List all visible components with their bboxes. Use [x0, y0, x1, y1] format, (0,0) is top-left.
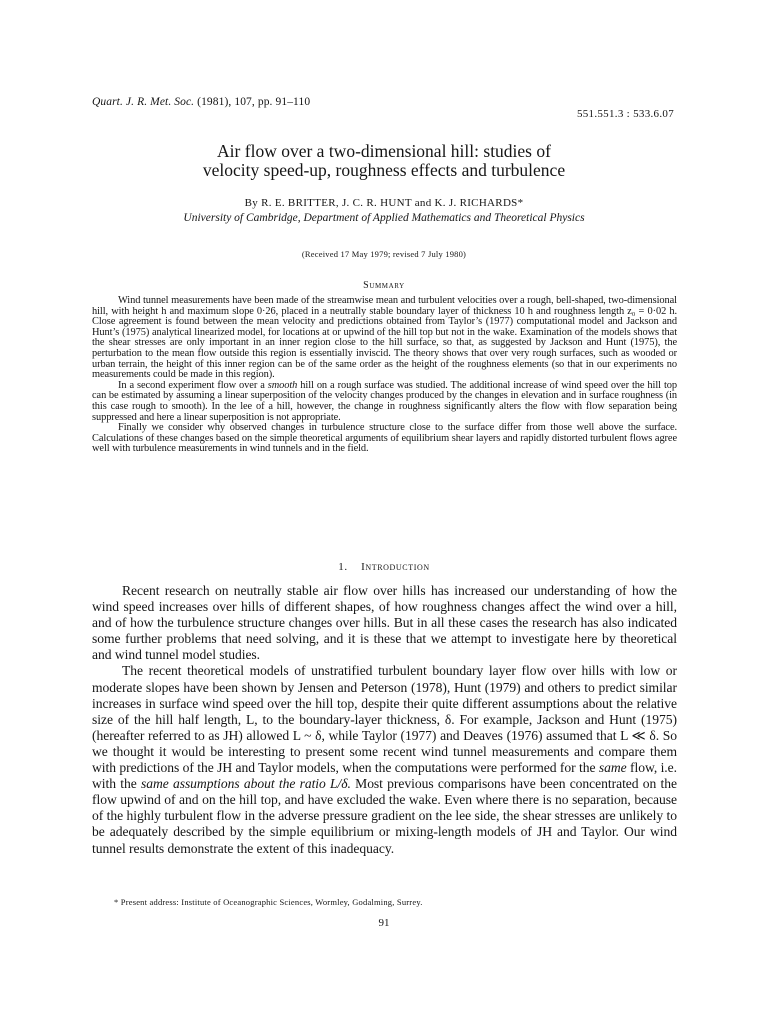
summary-paragraph-1: Wind tunnel measurements have been made of the streamwise mean and turbulent velocities over a rough, bell-shaped, two-dimensional hill, with height h and maximum slope 0·26, placed in a neutrally stable boundary layer of thickness 10 h and roughness length z₀ = 0·02 h. Close agreement is found between the mean velocity and predictions obtained from Taylor’s (1977) computational model and Jackson and Hunt’s (1975) analytical linearized model, for locations at or upwind of the hill top but not in the wake. Examination of the models shows that the shear stresses are only important in an inner region close to the hill surface, so that, as suggested by Jackson and Hunt (1975), the perturbation to the mean flow outside this region is essentially inviscid. The theory shows that over very rough surfaces, such as wooded or urban terrain, the height of this inner region can be of the same order as the height of the roughness elements (so that in our experiments no measurements could be made in this region). — [92, 295, 677, 381]
summary-abstract — [92, 296, 677, 455]
summary-paragraph-3: Finally we consider why observed changes in turbulence structure close to the surface differ from those well above the surface. Calculations of these changes based on the simple theoretical arguments of equilibrium shear layers and rapidly distorted turbulent flows agree well with turbulence measurements in wind tunnels and in the field. — [92, 422, 677, 455]
article-title — [92, 142, 676, 180]
summary-p2-text-a: In a second experiment flow over a — [118, 379, 268, 391]
intro-paragraph-2 — [92, 663, 677, 856]
author-footnote: * Present address: Institute of Oceanographic Sciences, Wormley, Godalming, Surrey. — [114, 897, 423, 907]
title-line-1: Air flow over a two-dimensional hill: studies of — [217, 141, 551, 161]
section-title: Introduction — [361, 561, 430, 573]
summary-heading: Summary — [363, 280, 405, 291]
intro-paragraph-1: Recent research on neutrally stable air flow over hills has increased our understanding of how the wind speed increases over hills of different shapes, of how roughness changes affect the wind over a hill, and of how the turbulence structure changes over hills. But in all these cases the research has also indicated some further problems that need solving, and it is these that we attempt to investigate here by theoretical and wind tunnel model studies. — [92, 583, 677, 663]
udc-classification: 551.551.3 : 533.6.07 — [576, 108, 674, 120]
intro-p2-emphasis-1: same — [598, 760, 627, 776]
intro-p2-text-b: flow, i.e. with the — [92, 760, 677, 792]
journal-reference — [92, 96, 310, 108]
received-dates: (Received 17 May 1979; revised 7 July 1980) — [301, 249, 467, 259]
title-line-2: velocity speed-up, roughness effects and turbulence — [202, 160, 566, 180]
introduction-body — [92, 583, 677, 857]
author-affiliation: University of Cambridge, Department of Applied Mathematics and Theoretical Physics — [183, 212, 585, 224]
intro-p2-text-a: The recent theoretical models of unstratified turbulent boundary layer flow over hills with low or moderate slopes have been shown by Jensen and Peterson (1978), Hunt (1979) and others to predict similar increases in surface wind speed over the hill top, despite their quite different assumptions about the relative size of the hill half length, L, to the boundary-layer thickness, δ. For example, Jackson and Hunt (1975) (hereafter referred to as JH) allowed L ~ δ, while Taylor (1977) and Deaves (1976) assumed that L ≪ δ. So we thought it would be interesting to present some recent wind tunnel measurements and compare them with predictions of the JH and Taylor models, when the computations were performed for the — [92, 663, 677, 776]
article-authors: By R. E. BRITTER, J. C. R. HUNT and K. J. RICHARDS* — [244, 197, 524, 209]
page-number: 91 — [378, 917, 390, 929]
intro-p2-text-c: Most previous comparisons have been concentrated on the flow upwind of and on the hill top, and have excluded the wake. Even where there is no separation, because of the highly turbulent flow in the adverse pressure gradient on the lee side, the shear stresses are unlikely to be adequately described by the simple equilibrium or mixing-length models of JH and Taylor. Our wind tunnel results demonstrate the extent of this inadequacy. — [92, 776, 678, 856]
summary-p2-emphasis: smooth — [267, 379, 298, 391]
section-heading-introduction — [92, 561, 676, 573]
journal-name: Quart. J. R. Met. Soc. — [92, 96, 195, 108]
summary-paragraph-2 — [92, 381, 677, 423]
journal-details: (1981), 107, pp. 91–110 — [194, 96, 311, 108]
intro-p2-emphasis-2: same assumptions about the ratio L/δ. — [140, 776, 351, 792]
section-number: 1. — [338, 561, 348, 573]
summary-p2-text-b: hill on a rough surface was studied. The additional increase of wind speed over the hill top can be estimated by assuming a linear superposition of the velocity changes produced by the changes in elevation and in surface roughness (in this case rough to smooth). In the lee of a hill, however, the change in roughness significantly alters the flow with flow separation being suppressed and here a linear superposition is not appropriate. — [92, 379, 677, 423]
